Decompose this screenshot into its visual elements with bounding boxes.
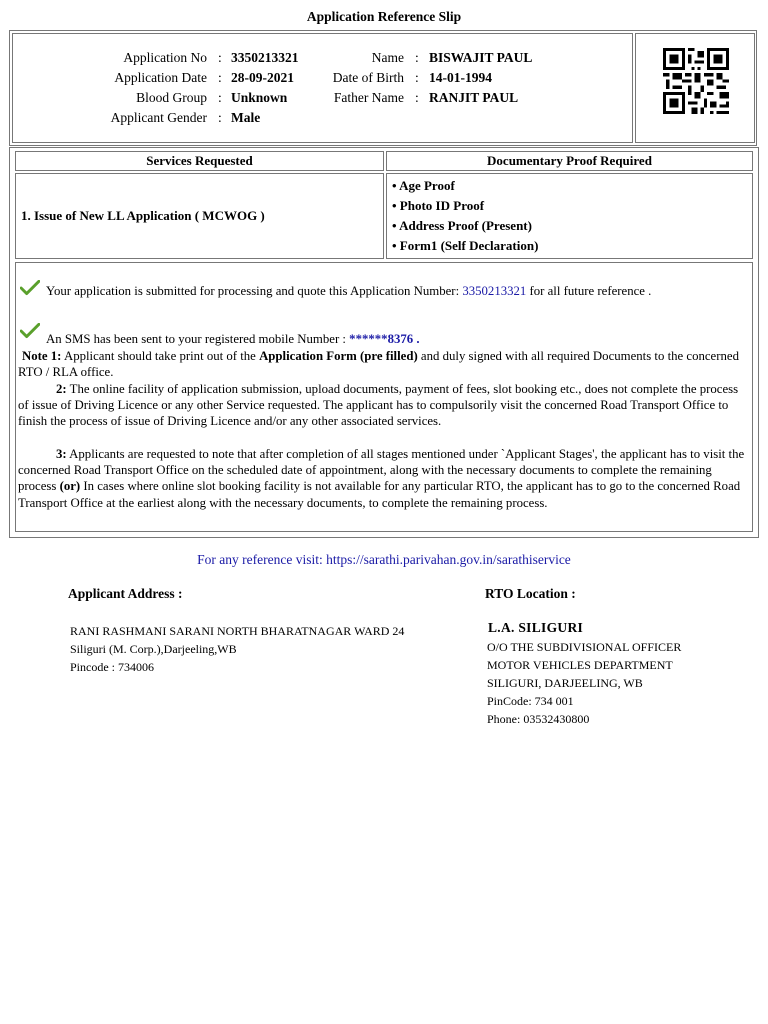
- name-label: Name: [371, 50, 404, 65]
- document-item: • Photo ID Proof: [392, 198, 485, 213]
- note-2: [18, 381, 748, 430]
- documentary-proof-header: Documentary Proof Required: [386, 151, 753, 171]
- app-no-label: Application No: [123, 50, 207, 65]
- submission-text: Your application is submitted for processing and quote this Application Number:: [46, 284, 463, 298]
- rto-line-1: O/O THE SUBDIVISIONAL OFFICER: [487, 640, 682, 654]
- note-3: [18, 446, 748, 511]
- document-item: • Address Proof (Present): [392, 218, 532, 233]
- rto-line-2: MOTOR VEHICLES DEPARTMENT: [487, 658, 673, 672]
- reference-link[interactable]: https://sarathi.parivahan.gov.in/sarathiservice: [326, 552, 571, 567]
- note-2-label: 2:: [56, 382, 67, 396]
- application-number-link: 3350213321: [462, 284, 527, 298]
- gender-label: Applicant Gender: [110, 110, 207, 125]
- applicant-address: [70, 622, 404, 676]
- qr-box: [635, 33, 755, 143]
- rto-location-heading: RTO Location :: [485, 586, 576, 601]
- colon: :: [415, 50, 419, 65]
- note-1: [18, 348, 748, 380]
- sms-message: [18, 331, 748, 347]
- service-cell: [15, 173, 384, 259]
- colon: :: [218, 70, 222, 85]
- messages-box: [15, 262, 753, 532]
- colon: :: [218, 110, 222, 125]
- note-3-label: 3:: [56, 447, 67, 461]
- note-1-label: Note 1:: [22, 349, 62, 363]
- submission-text-end: for all future reference .: [526, 284, 652, 298]
- rto-line-3: SILIGURI, DARJEELING, WB: [487, 676, 643, 690]
- check-icon: [20, 280, 40, 296]
- blood-group-value: Unknown: [231, 90, 288, 105]
- note-1-text-end: and duly signed with all required Documents to the concerned RTO / RLA office.: [18, 349, 739, 380]
- colon: :: [218, 90, 222, 105]
- blood-group-label: Blood Group: [136, 90, 207, 105]
- check-icon: [20, 323, 40, 339]
- note-2-text: The online facility of application submission, upload documents, payment of fees, slot booking etc., does not complete the process of issue of Driving Licence or any other Service requested. The applicant has to compulsorily visit the concerned Road Transport Office to finish the process of issue of Driving Licence and/or any other associated services.: [18, 382, 739, 429]
- mobile-number: ******8376 .: [349, 332, 420, 346]
- note-3-or: (or): [59, 479, 81, 494]
- dob-label: Date of Birth: [332, 70, 404, 85]
- reference-line: [0, 552, 768, 568]
- app-date-label: Application Date: [114, 70, 207, 85]
- app-no-value: 3350213321: [231, 50, 299, 65]
- father-name-value: RANJIT PAUL: [429, 90, 519, 105]
- service-item: 1. Issue of New LL Application ( MCWOG ): [21, 208, 265, 223]
- note-3-text-end: In cases where online slot booking facility is not available for any particular RTO, the applicant has to go to the concerned Road Transport Office at the earliest along with the necessary documents, to complete the remaining process.: [18, 479, 741, 510]
- colon: :: [218, 50, 222, 65]
- document-item: • Age Proof: [392, 178, 455, 193]
- colon: :: [415, 70, 419, 85]
- address-pincode: Pincode : 734006: [70, 660, 154, 674]
- submission-message: [18, 283, 748, 299]
- page-title: Application Reference Slip: [306, 9, 462, 24]
- rto-name: L.A. SILIGURI: [488, 620, 584, 635]
- note-3-text: Applicants are requested to note that after completion of all stages mentioned under `Applicant Stages', the applicant has to visit the concerned Road Transport Office on the scheduled date of appointment, along with the necessary documents to complete the remaining process: [18, 447, 745, 494]
- colon: :: [415, 90, 419, 105]
- rto-phone: Phone: 03532430800: [487, 712, 590, 726]
- services-requested-header: Services Requested: [15, 151, 384, 171]
- document-item: • Form1 (Self Declaration): [392, 238, 539, 253]
- name-value: BISWAJIT PAUL: [429, 50, 533, 65]
- documents-cell: [386, 173, 753, 259]
- applicant-address-heading: Applicant Address :: [68, 586, 183, 601]
- reference-text: For any reference visit:: [197, 552, 327, 567]
- gender-value: Male: [231, 110, 261, 125]
- address-line-1: RANI RASHMANI SARANI NORTH BHARATNAGAR WARD 24: [70, 624, 405, 638]
- rto-address: [487, 638, 681, 728]
- note-1-bold: Application Form (pre filled): [259, 349, 418, 363]
- sms-text: An SMS has been sent to your registered mobile Number :: [46, 332, 350, 346]
- address-line-2: Siliguri (M. Corp.),Darjeeling,WB: [70, 642, 237, 656]
- dob-value: 14-01-1994: [429, 70, 492, 85]
- app-date-value: 28-09-2021: [231, 70, 294, 85]
- qr-code-icon: [661, 48, 731, 114]
- father-name-label: Father Name: [333, 90, 404, 105]
- rto-pincode: PinCode: 734 001: [487, 694, 574, 708]
- note-1-text: Applicant should take print out of the: [61, 349, 260, 363]
